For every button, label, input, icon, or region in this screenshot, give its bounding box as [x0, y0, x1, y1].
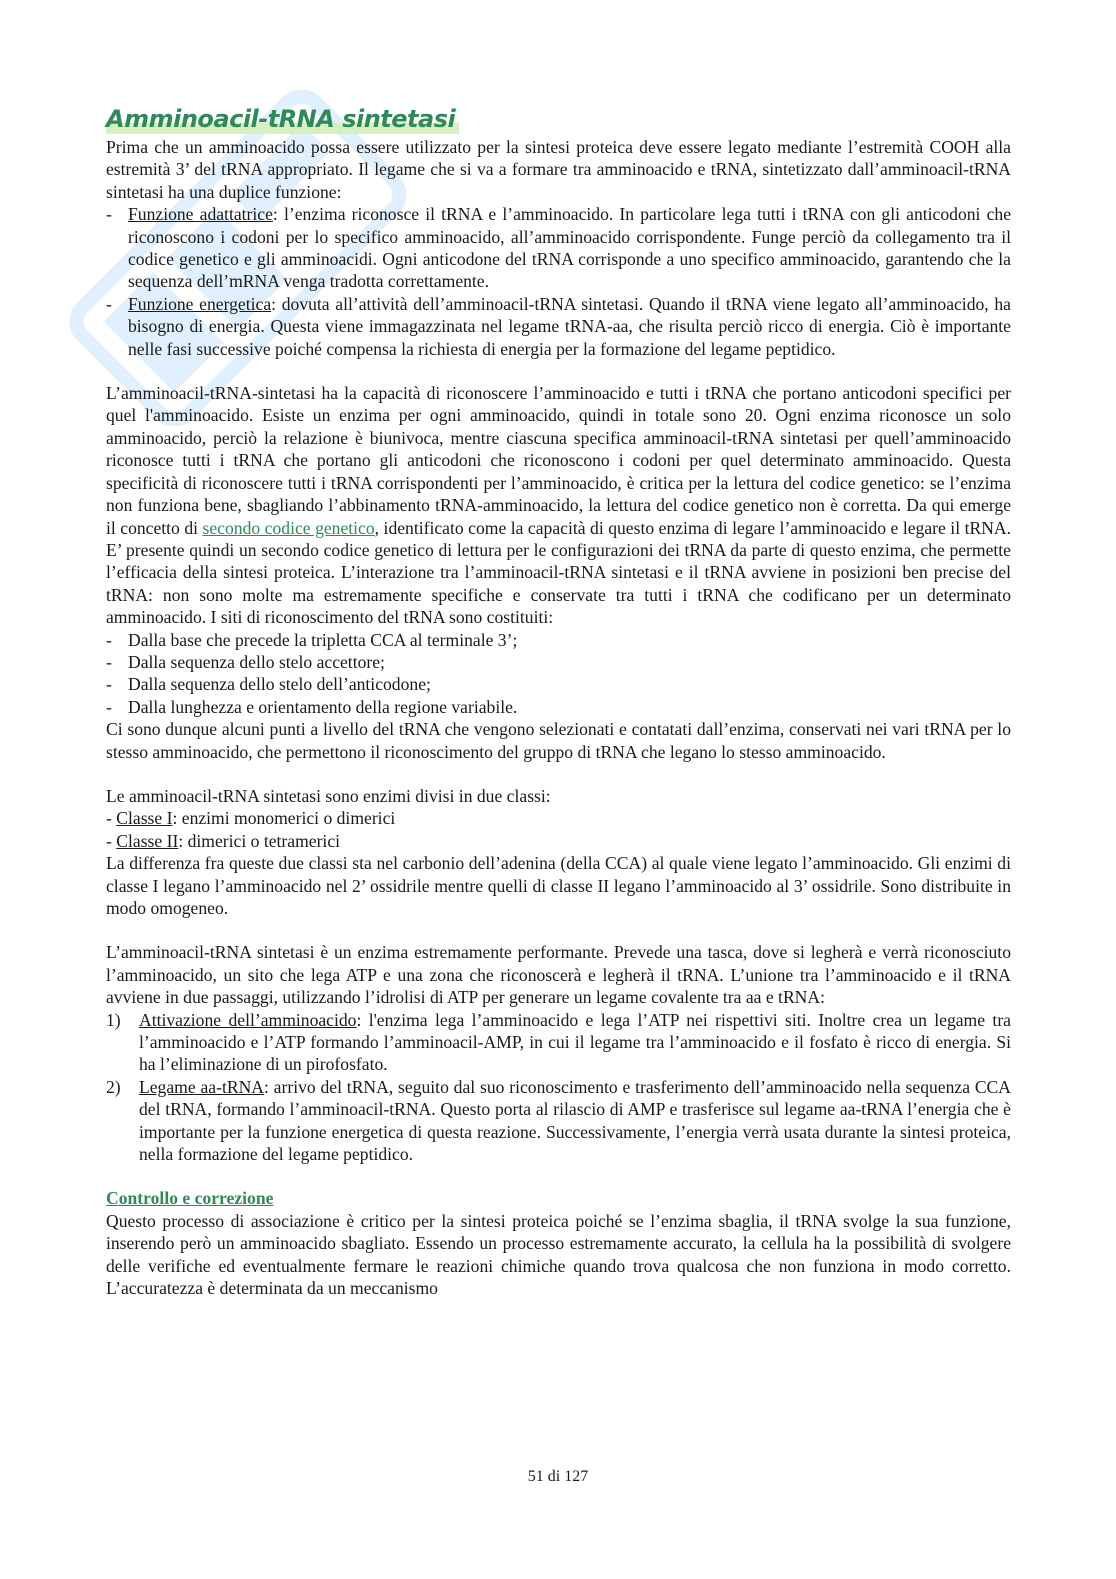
list-item [106, 203, 1011, 293]
section-subheading: Controllo e correzione [106, 1188, 274, 1209]
function-text: : l’enzima riconosce il tRNA e l’amminoacido. In particolare lega tutti i tRNA con gli anticodoni che riconoscono i codoni per lo specifico amminoacido, all’amminoacido corrispondente. Funge perciò da collegamento tra il codice genetico e gli amminoacidi. Ogni anticodone del tRNA corrisponde a uno specifico amminoacido, garantendo che la sequenza dell’mRNA venga tradotta correttamente. [128, 204, 1011, 292]
list-item: - Dalla sequenza dello stelo dell’anticodone; [106, 673, 1011, 695]
function-term: Funzione energetica [128, 293, 272, 314]
recognition-sites-list [106, 629, 1011, 719]
intro-paragraph: Prima che un amminoacido possa essere utilizzato per la sintesi proteica deve essere legato mediante l’estremità COOH alla estremità 3’ del tRNA appropriato. Il legame che si va a formare tra amminoacido e tRNA, sintetizzato dall’amminoacil-tRNA sintetasi ha una duplice funzione: [106, 137, 1011, 202]
list-item: - Dalla sequenza dello stelo accettore; [106, 651, 1011, 673]
step-term: Attivazione dell’amminoacido [139, 1009, 357, 1030]
class-item: - Classe I: enzimi monomerici o dimerici [106, 808, 396, 829]
page-number: 51 di 127 [527, 1468, 589, 1485]
secondo-codice-link[interactable]: secondo codice genetico [202, 517, 375, 538]
specificity-paragraph: L’amminoacil-tRNA-sintetasi ha la capacità di riconoscere l’amminoacido e tutti i tRNA che portano anticodoni specifici per quel l'amminoacido. Esiste un enzima per ogni amminoacido, quindi in totale sono 20. Ogni enzima riconosce un solo amminoacido, perciò la relazione è biunivoca, mentre ciascuna specifica amminoacil-tRNA sintetasi per quell’amminoacido riconosce tutti i tRNA che portano gli anticodoni che riconoscono i codoni per quel determinato amminoacido. Questa specificità di riconoscere tutti i tRNA corrispondenti per l’amminoacido, è critica per la lettura del codice genetico: se l’enzima non funziona bene, sbagliando l’abbinamento tRNA-amminoacido, la lettura del codice genetico non è corretta. Da qui emerge il concetto di secondo codice genetico, identificato come la capacità di questo enzima di legare l’amminoacido e legare il tRNA. E’ presente quindi un secondo codice genetico di lettura per le configurazioni dei tRNA da parte di questo enzima, che permette l’efficacia della sintesi proteica. L’interazione tra l’amminoacil-tRNA sintetasi e il tRNA avviene in posizioni ben precise del tRNA: non sono molte ma estremamente specifiche e conservate tra tutti i tRNA che codificano per un determinato amminoacido. I siti di riconoscimento del tRNA sono costituiti: [106, 383, 1012, 628]
enzyme-paragraph: L’amminoacil-tRNA sintetasi è un enzima estremamente performante. Prevede una tasca, dove si legherà e verrà riconosciuto l’amminoacido, un sito che lega ATP e una zona che riconoscerà e legherà il tRNA. L’unione tra l’amminoacido e il tRNA avviene in due passaggi, utilizzando l’idrolisi di ATP per generare un legame covalente tra aa e tRNA: [106, 942, 1011, 1008]
recognition-summary-paragraph: Ci sono dunque alcuni punti a livello del tRNA che vengono selezionati e contatati dall’enzima, conservati nei vari tRNA per lo stesso amminoacido, che permettono il riconoscimento del gruppo di tRNA che legano lo stesso amminoacido. [106, 719, 1011, 762]
functions-list [106, 203, 1011, 360]
class-item: - Classe II: dimerici o tetramerici [106, 830, 341, 851]
page-title: Amminoacil-tRNA sintetasi [106, 104, 459, 134]
function-text: : dovuta all’attività dell’amminoacil-tRNA sintetasi. Quando il tRNA viene legato all’amminoacido, ha bisogno di energia. Questa viene immagazzinata nel legame tRNA-aa, che risulta perciò ricco di energia. Ciò è importante nelle fasi successive poiché compensa la richiesta di energia per la formazione del legame peptidico. [128, 293, 1011, 359]
classes-difference-paragraph: La differenza fra queste due classi sta nel carbonio dell’adenina (della CCA) al quale viene legato l’amminoacido. Gli enzimi di classe I legano l’amminoacido nel 2’ ossidrile mentre quelli di classe II legano l’amminoacido al 3’ ossidrile. Sono distribuite in modo omogeneo. [106, 853, 1011, 918]
classes-intro: Le amminoacil-tRNA sintetasi sono enzimi divisi in due classi: [106, 785, 551, 806]
list-item [106, 293, 1011, 360]
list-item: - Dalla base che precede la tripletta CCA al terminale 3’; [106, 629, 1011, 651]
step-term: Legame aa-tRNA [139, 1076, 264, 1097]
list-item: - Dalla lunghezza e orientamento della regione variabile. [106, 696, 1011, 718]
control-paragraph: Questo processo di associazione è critico per la sintesi proteica poiché se l’enzima sbaglia, il tRNA svolge la sua funzione, inserendo però un amminoacido sbagliato. Essendo un processo estremamente accurato, la cellula ha la possibilità di svolgere delle verifiche ed eventualmente fermare le reazioni chimiche quando trova qualcosa che non funziona in modo corretto. L’accuratezza è determinata da un meccanismo [106, 1210, 1011, 1299]
page-content [106, 104, 1011, 1300]
function-term: Funzione adattatrice [128, 204, 273, 225]
steps-list [106, 1009, 1011, 1166]
list-item: 1) Attivazione dell’amminoacido: l'enzima lega l’amminoacido e lega l’ATP nei rispettivi siti. Inoltre crea un legame tra l’amminoacido e l’ATP formando l’amminoacil-AMP, in cui il legame tra l’amminoacido e il fosfato è ricco di energia. Si ha l’eliminazione di un pirofosfato. [106, 1009, 1011, 1075]
list-item: 2) Legame aa-tRNA: arrivo del tRNA, seguito dal suo riconoscimento e trasferimento dell’amminoacido nella sequenza CCA del tRNA, formando l’amminoacil-tRNA. Questo porta al rilascio di AMP e trasferisce sul legame aa-tRNA l’energia che è importante per la funzione energetica di questa reazione. Successivamente, l’energia verrà usata durante la sintesi proteica, nella formazione del legame peptidico. [106, 1076, 1011, 1165]
